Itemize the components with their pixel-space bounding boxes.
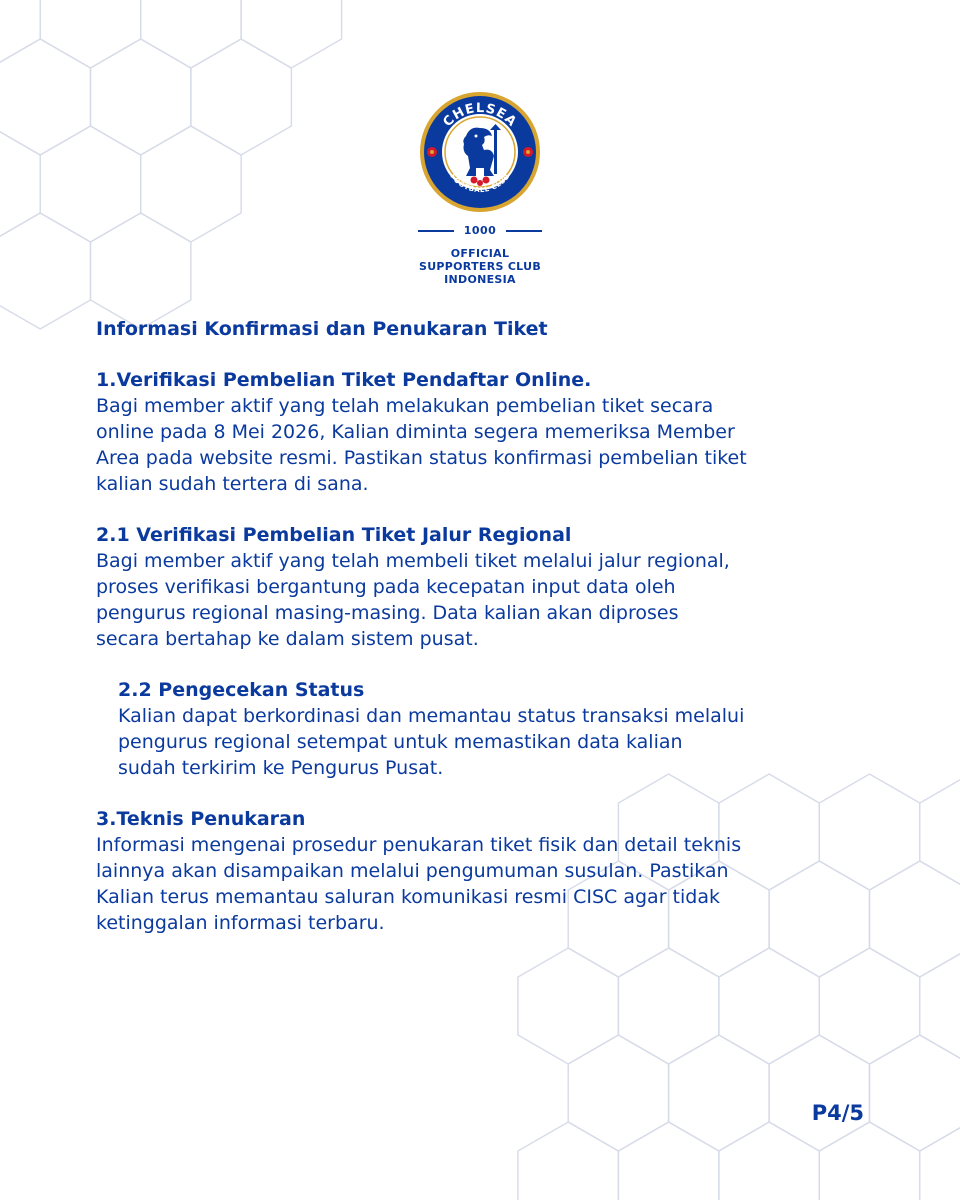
- section-heading: 3.Teknis Penukaran: [96, 808, 306, 830]
- document-title: Informasi Konfirmasi dan Penukaran Tiket: [96, 318, 548, 340]
- section-online-verification: [96, 367, 876, 497]
- paragraph-line: pengurus regional masing-masing. Data kalian akan diproses: [96, 602, 679, 624]
- paragraph-line: Informasi mengenai prosedur penukaran tiket fisik dan detail teknis: [96, 834, 742, 856]
- paragraph-line: Kalian terus memantau saluran komunikasi resmi CISC agar tidak: [96, 886, 720, 908]
- paragraph-line: Kalian dapat berkordinasi dan memantau status transaksi melalui: [118, 705, 745, 727]
- section-heading: 2.1 Verifikasi Pembelian Tiket Jalur Regional: [96, 524, 572, 546]
- chelsea-crest-icon: [418, 90, 542, 214]
- paragraph-line: online pada 8 Mei 2026, Kalian diminta segera memeriksa Member: [96, 421, 735, 443]
- section-status-check: [96, 677, 876, 781]
- club-line: INDONESIA: [444, 273, 516, 286]
- club-name: [0, 247, 960, 286]
- page-indicator: P4/5: [811, 1101, 864, 1125]
- paragraph-line: lainnya akan disampaikan melalui pengumuman susulan. Pastikan: [96, 860, 729, 882]
- badge-row: [0, 224, 960, 237]
- section-exchange-technical: [96, 806, 876, 936]
- paragraph-line: pengurus regional setempat untuk memastikan data kalian: [118, 731, 683, 753]
- section-heading: 2.2 Pengecekan Status: [118, 679, 365, 701]
- badge-line-right: [506, 230, 542, 232]
- paragraph-line: Bagi member aktif yang telah membeli tiket melalui jalur regional,: [96, 550, 730, 572]
- paragraph-line: kalian sudah tertera di sana.: [96, 473, 369, 495]
- section-heading: 1.Verifikasi Pembelian Tiket Pendaftar Online.: [96, 369, 592, 391]
- badge-number: 1000: [463, 224, 497, 237]
- crest-bottom-text: FOOTBALL CLUB: [448, 172, 512, 195]
- badge-line-left: [418, 230, 454, 232]
- club-line: OFFICIAL: [450, 247, 510, 260]
- paragraph-line: proses verifikasi bergantung pada kecepatan input data oleh: [96, 576, 676, 598]
- club-logo-block: [0, 90, 960, 286]
- paragraph-line: ketinggalan informasi terbaru.: [96, 912, 385, 934]
- paragraph-line: Bagi member aktif yang telah melakukan pembelian tiket secara: [96, 395, 714, 417]
- crest-top-text: CHELSEA: [440, 100, 520, 131]
- section-regional-verification: [96, 522, 876, 652]
- paragraph-line: sudah terkirim ke Pengurus Pusat.: [118, 757, 444, 779]
- paragraph-line: Area pada website resmi. Pastikan status konfirmasi pembelian tiket: [96, 447, 747, 469]
- club-line: SUPPORTERS CLUB: [418, 260, 542, 273]
- document-body: [96, 316, 876, 936]
- paragraph-line: secara bertahap ke dalam sistem pusat.: [96, 628, 479, 650]
